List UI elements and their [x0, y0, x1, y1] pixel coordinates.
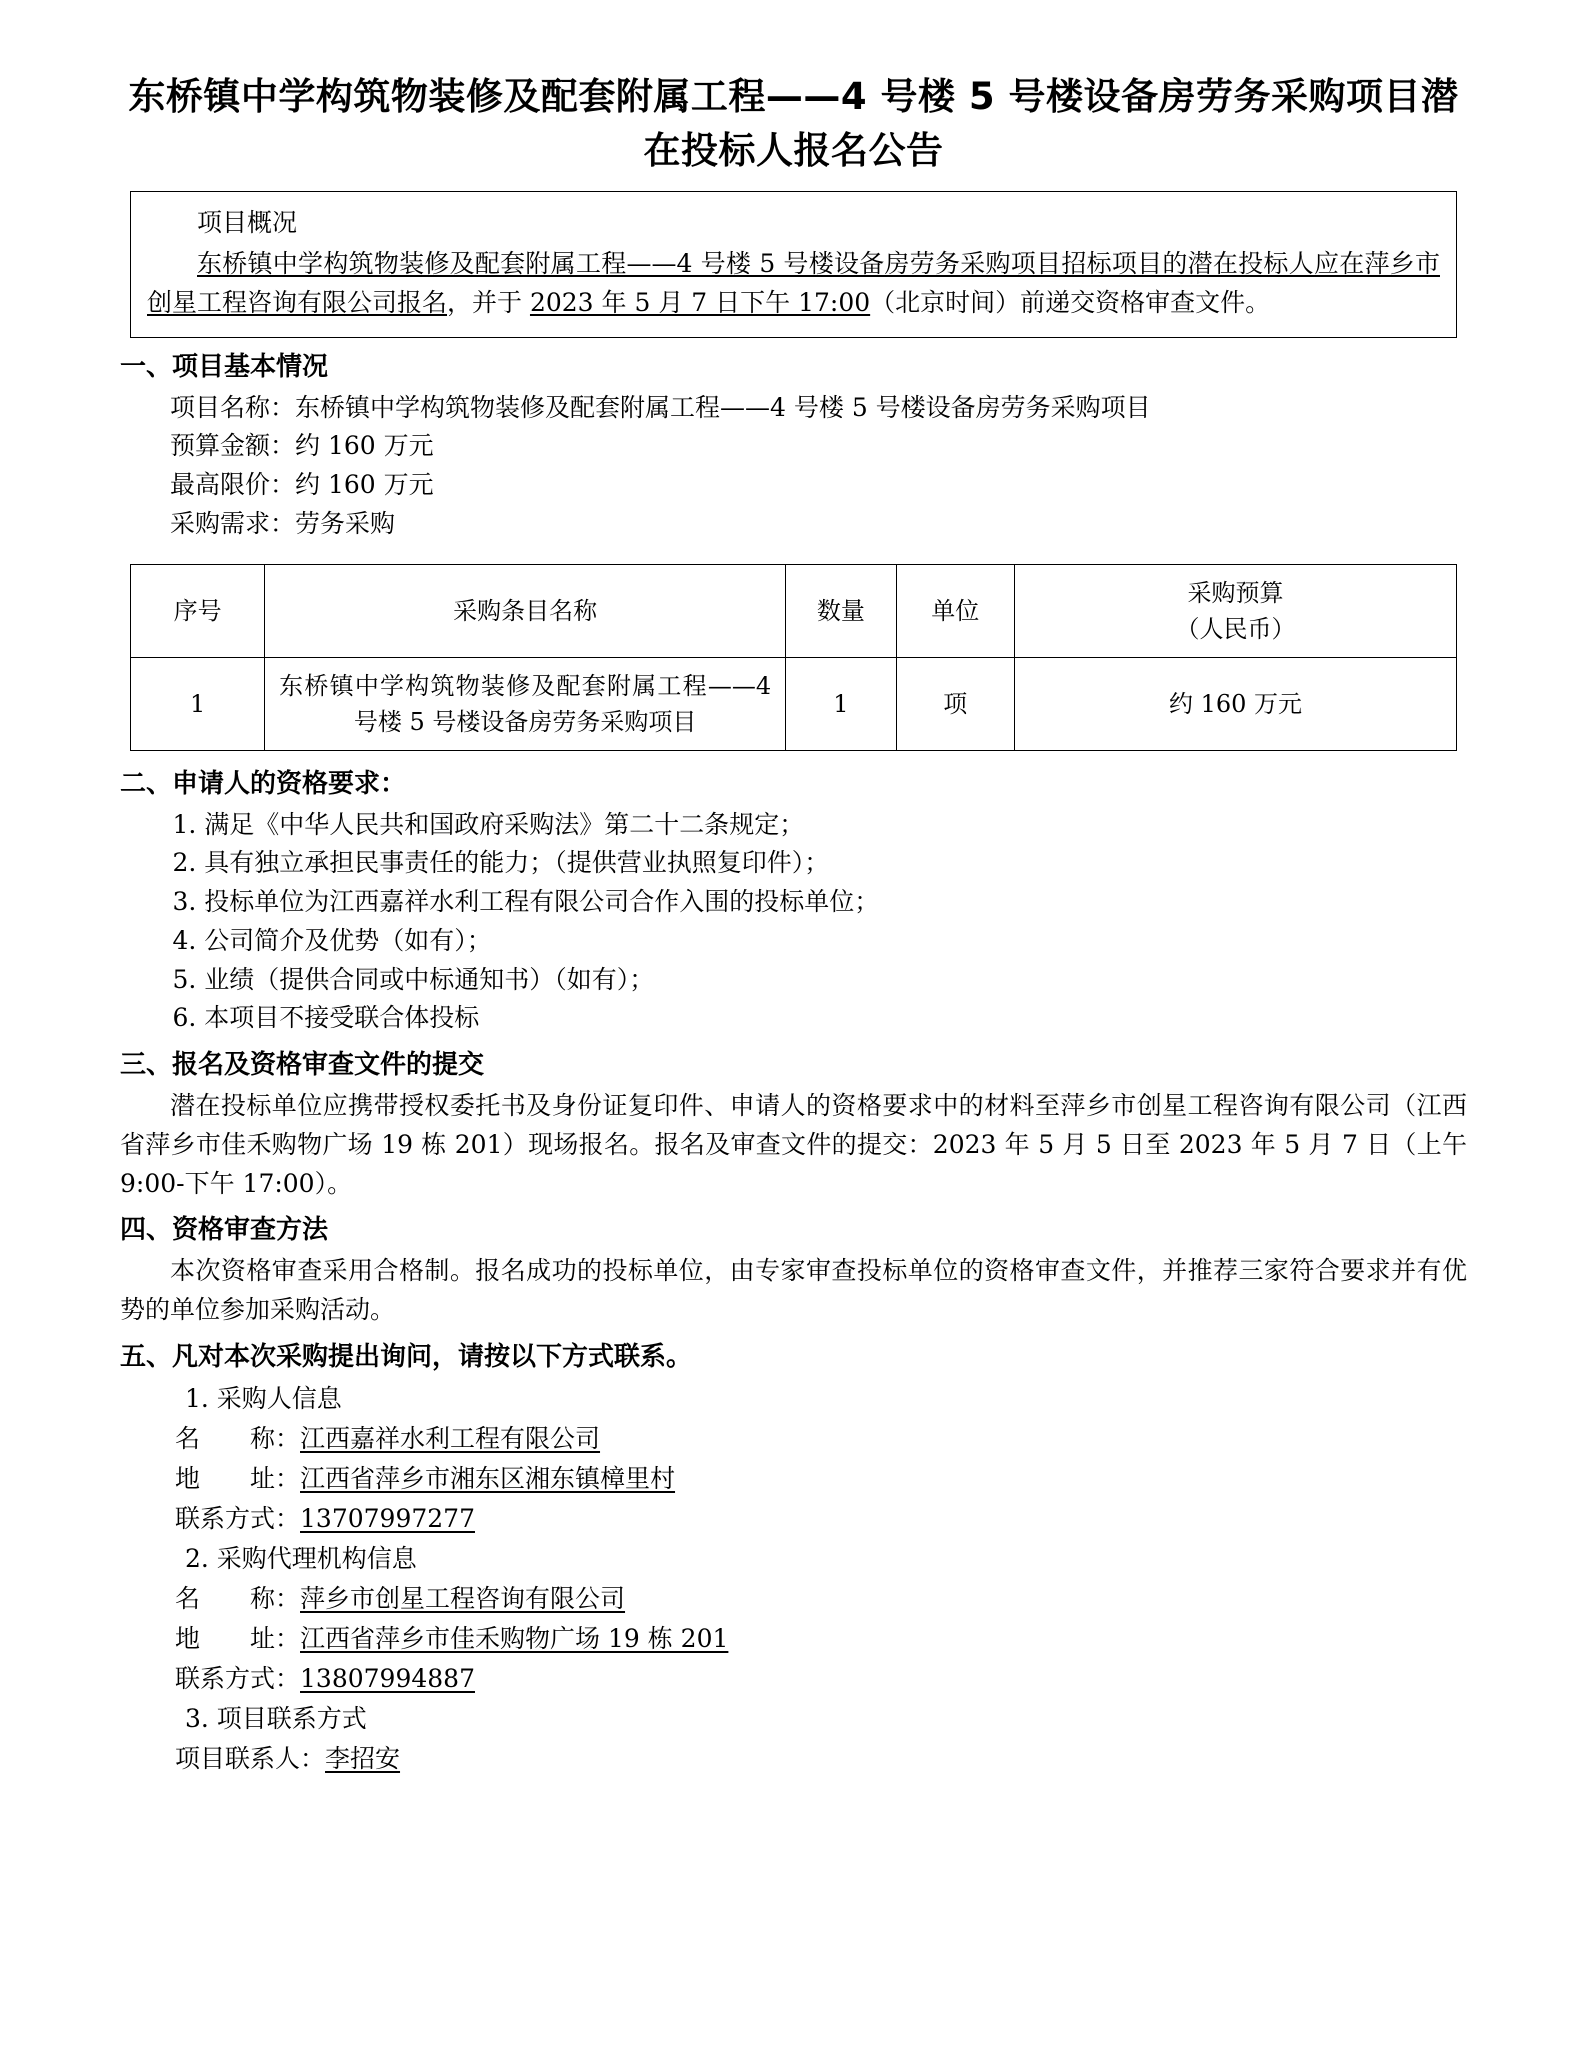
- overview-body-part1: 东桥镇中学构筑物装修及配套附属工程——4 号楼 5 号楼设备房劳务采购项目招标项目的潜在投标人应在萍乡市创星工程咨询有限公司报名: [147, 249, 1440, 317]
- cell-name: 东桥镇中学构筑物装修及配套附属工程——4 号楼 5 号楼设备房劳务采购项目: [265, 657, 786, 750]
- header-budget: [1014, 564, 1456, 657]
- purchaser-contact-line: [120, 1499, 1467, 1539]
- section-5-heading: 五、凡对本次采购提出询问，请按以下方式联系。: [120, 1341, 693, 1372]
- project-contact-line: [120, 1739, 1467, 1779]
- list-item: 4. 公司简介及优势（如有）；: [172, 925, 492, 955]
- purchaser-info-title: 1. 采购人信息: [185, 1383, 342, 1413]
- agency-info-title: 2. 采购代理机构信息: [185, 1543, 417, 1573]
- budget-value: 约 160 万元: [295, 431, 434, 461]
- purchaser-name-value: 江西嘉祥水利工程有限公司: [300, 1423, 601, 1453]
- max-price-label: 最高限价：: [170, 470, 296, 500]
- agency-address-value: 江西省萍乡市佳禾购物广场 19 栋 201: [300, 1623, 729, 1653]
- purchaser-contact-label: 联系方式：: [175, 1503, 301, 1533]
- page-title: 东桥镇中学构筑物装修及配套附属工程——4 号楼 5 号楼设备房劳务采购项目潜在投标人报名公告: [128, 75, 1459, 172]
- purchaser-contact-value: 13707997277: [300, 1503, 475, 1533]
- project-contact-title: 3. 项目联系方式: [185, 1703, 367, 1733]
- section-2-heading: 二、申请人的资格要求：: [120, 768, 407, 799]
- cell-no: 1: [131, 657, 265, 750]
- overview-deadline: 2023 年 5 月 7 日下午 17:00: [529, 287, 871, 317]
- project-name-line: [120, 389, 1467, 428]
- overview-body-part3: （北京时间）前递交资格审查文件。: [870, 287, 1271, 317]
- overview-body: [147, 245, 1440, 323]
- header-budget-line2: （人民币）: [1175, 614, 1296, 643]
- purchaser-name-line: [120, 1419, 1467, 1459]
- purchaser-name-label: 名 称：: [175, 1423, 301, 1453]
- procurement-table: [130, 564, 1457, 751]
- list-item: 5. 业绩（提供合同或中标通知书）（如有）；: [172, 964, 655, 994]
- demand-value: 劳务采购: [295, 508, 396, 538]
- purchaser-address-line: [120, 1459, 1467, 1499]
- agency-contact-label: 联系方式：: [175, 1663, 301, 1693]
- project-contact-value: 李招安: [325, 1743, 401, 1773]
- cell-qty: 1: [786, 657, 896, 750]
- table-row: [131, 657, 1457, 750]
- section-4-body: 本次资格审查采用合格制。报名成功的投标单位，由专家审查投标单位的资格审查文件，并推荐三家符合要求并有优势的单位参加采购活动。: [120, 1256, 1467, 1325]
- demand-label: 采购需求：: [170, 508, 296, 538]
- cell-unit: 项: [896, 657, 1014, 750]
- list-item: 2. 具有独立承担民事责任的能力；（提供营业执照复印件）；: [172, 848, 830, 878]
- header-unit: 单位: [896, 564, 1014, 657]
- list-item: 1. 满足《中华人民共和国政府采购法》第二十二条规定；: [172, 809, 805, 839]
- agency-name-label: 名 称：: [175, 1583, 301, 1613]
- agency-address-line: [120, 1619, 1467, 1659]
- project-name-label: 项目名称：: [170, 392, 296, 422]
- demand-line: [120, 505, 1467, 544]
- table-header-row: [131, 564, 1457, 657]
- project-name-value: 东桥镇中学构筑物装修及配套附属工程——4 号楼 5 号楼设备房劳务采购项目: [295, 392, 1151, 422]
- budget-line: [120, 427, 1467, 466]
- list-item: 6. 本项目不接受联合体投标: [172, 1003, 480, 1033]
- agency-name-line: [120, 1579, 1467, 1619]
- section-1-heading: 一、项目基本情况: [120, 351, 329, 382]
- max-price-value: 约 160 万元: [295, 470, 434, 500]
- header-qty: 数量: [786, 564, 896, 657]
- section-3-body: 潜在投标单位应携带授权委托书及身份证复印件、申请人的资格要求中的材料至萍乡市创星工程咨询有限公司（江西省萍乡市佳禾购物广场 19 栋 201）现场报名。报名及审查文件的提交：2023 年 5 月 5 日至 2023 年 5 月 7 日（上午 9:00-下午 17:00）。: [120, 1091, 1467, 1198]
- purchaser-address-label: 地 址：: [175, 1463, 301, 1493]
- max-price-line: [120, 466, 1467, 505]
- header-no: 序号: [131, 564, 265, 657]
- section-4-heading: 四、资格审查方法: [120, 1215, 329, 1246]
- overview-heading: 项目概况: [197, 208, 298, 238]
- agency-name-value: 萍乡市创星工程咨询有限公司: [300, 1583, 626, 1613]
- agency-contact-value: 13807994887: [300, 1663, 475, 1693]
- cell-budget: 约 160 万元: [1014, 657, 1456, 750]
- header-budget-line1: 采购预算: [1187, 578, 1284, 607]
- project-overview-box: [130, 191, 1457, 337]
- section-3-heading: 三、报名及资格审查文件的提交: [120, 1050, 485, 1081]
- header-name: 采购条目名称: [265, 564, 786, 657]
- list-item: 3. 投标单位为江西嘉祥水利工程有限公司合作入围的投标单位；: [172, 887, 880, 917]
- agency-address-label: 地 址：: [175, 1623, 301, 1653]
- budget-label: 预算金额：: [170, 431, 296, 461]
- project-contact-label: 项目联系人：: [175, 1743, 326, 1773]
- overview-body-part2: ，并于: [447, 287, 530, 317]
- agency-contact-line: [120, 1659, 1467, 1699]
- purchaser-address-value: 江西省萍乡市湘东区湘东镇樟里村: [300, 1463, 676, 1493]
